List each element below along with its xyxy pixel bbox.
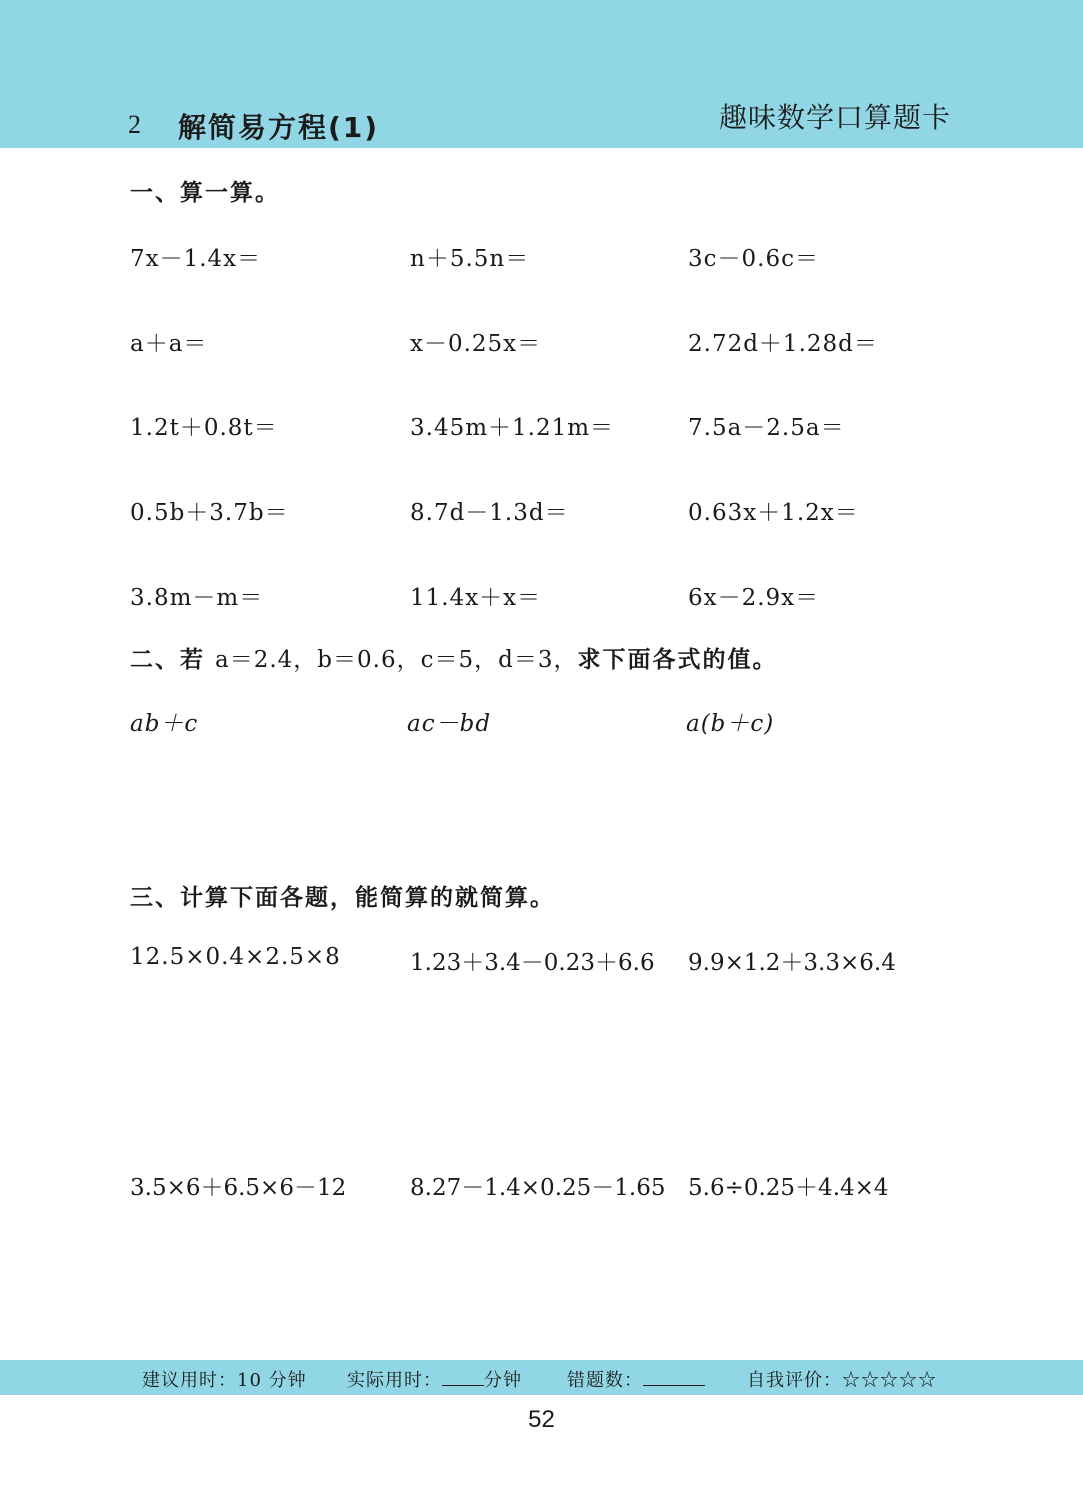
problem: x－0.25x＝: [410, 331, 542, 357]
problem: 3c－0.6c＝: [688, 246, 819, 272]
problem: ac－bd: [407, 711, 492, 737]
actual-time-label: 实际用时：: [347, 1370, 442, 1391]
problem: 8.7d－1.3d＝: [410, 500, 569, 526]
problem: a(b＋c): [686, 711, 775, 737]
problem: 3.45m＋1.21m＝: [410, 415, 615, 441]
problem: 3.8m－m＝: [130, 585, 264, 611]
error-count: [567, 1366, 705, 1392]
actual-time-unit: 分钟: [484, 1370, 522, 1391]
section2-title-suffix: 求下面各式的值。: [577, 647, 778, 673]
lesson-title: 解简易方程(1): [178, 111, 380, 144]
brand-title: 趣味数学口算题卡: [718, 101, 951, 134]
problem: 0.63x＋1.2x＝: [688, 500, 859, 526]
lesson-number: 2: [128, 110, 141, 139]
actual-time: [347, 1366, 522, 1392]
section2-title: [130, 641, 777, 674]
problem: 6x－2.9x＝: [688, 585, 820, 611]
problem: n＋5.5n＝: [410, 246, 530, 272]
problem: 2.72d＋1.28d＝: [688, 331, 878, 357]
error-count-label: 错题数：: [567, 1370, 643, 1391]
section2-title-prefix: 二、若: [130, 647, 205, 673]
section1-title: 一、算一算。: [130, 180, 280, 206]
problem: 1.23＋3.4－0.23＋6.6: [410, 950, 655, 976]
error-count-blank[interactable]: [643, 1369, 705, 1386]
problem: 5.6÷0.25＋4.4×4: [688, 1175, 889, 1201]
problem: 0.5b＋3.7b＝: [130, 500, 289, 526]
problem: a＋a＝: [130, 331, 208, 357]
section2-condition: a＝2.4，b＝0.6，c＝5，d＝3，: [215, 647, 578, 673]
problem: 9.9×1.2＋3.3×6.4: [688, 950, 896, 976]
problem: 1.2t＋0.8t＝: [130, 415, 278, 441]
section3-title: 三、计算下面各题，能简算的就简算。: [130, 885, 555, 911]
suggested-time: 建议用时：10 分钟: [142, 1370, 307, 1391]
problem: ab＋c: [130, 711, 199, 737]
problem: 7x－1.4x＝: [130, 246, 262, 272]
problem: 3.5×6＋6.5×6－12: [130, 1175, 347, 1201]
problem: 7.5a－2.5a＝: [688, 415, 845, 441]
self-evaluation: 自我评价：☆☆☆☆☆: [747, 1370, 937, 1391]
problem: 8.27－1.4×0.25－1.65: [410, 1175, 666, 1201]
problem: 11.4x＋x＝: [410, 585, 542, 611]
actual-time-blank[interactable]: [442, 1369, 484, 1386]
problem: 12.5×0.4×2.5×8: [130, 944, 341, 970]
page-number: 52: [528, 1406, 555, 1433]
